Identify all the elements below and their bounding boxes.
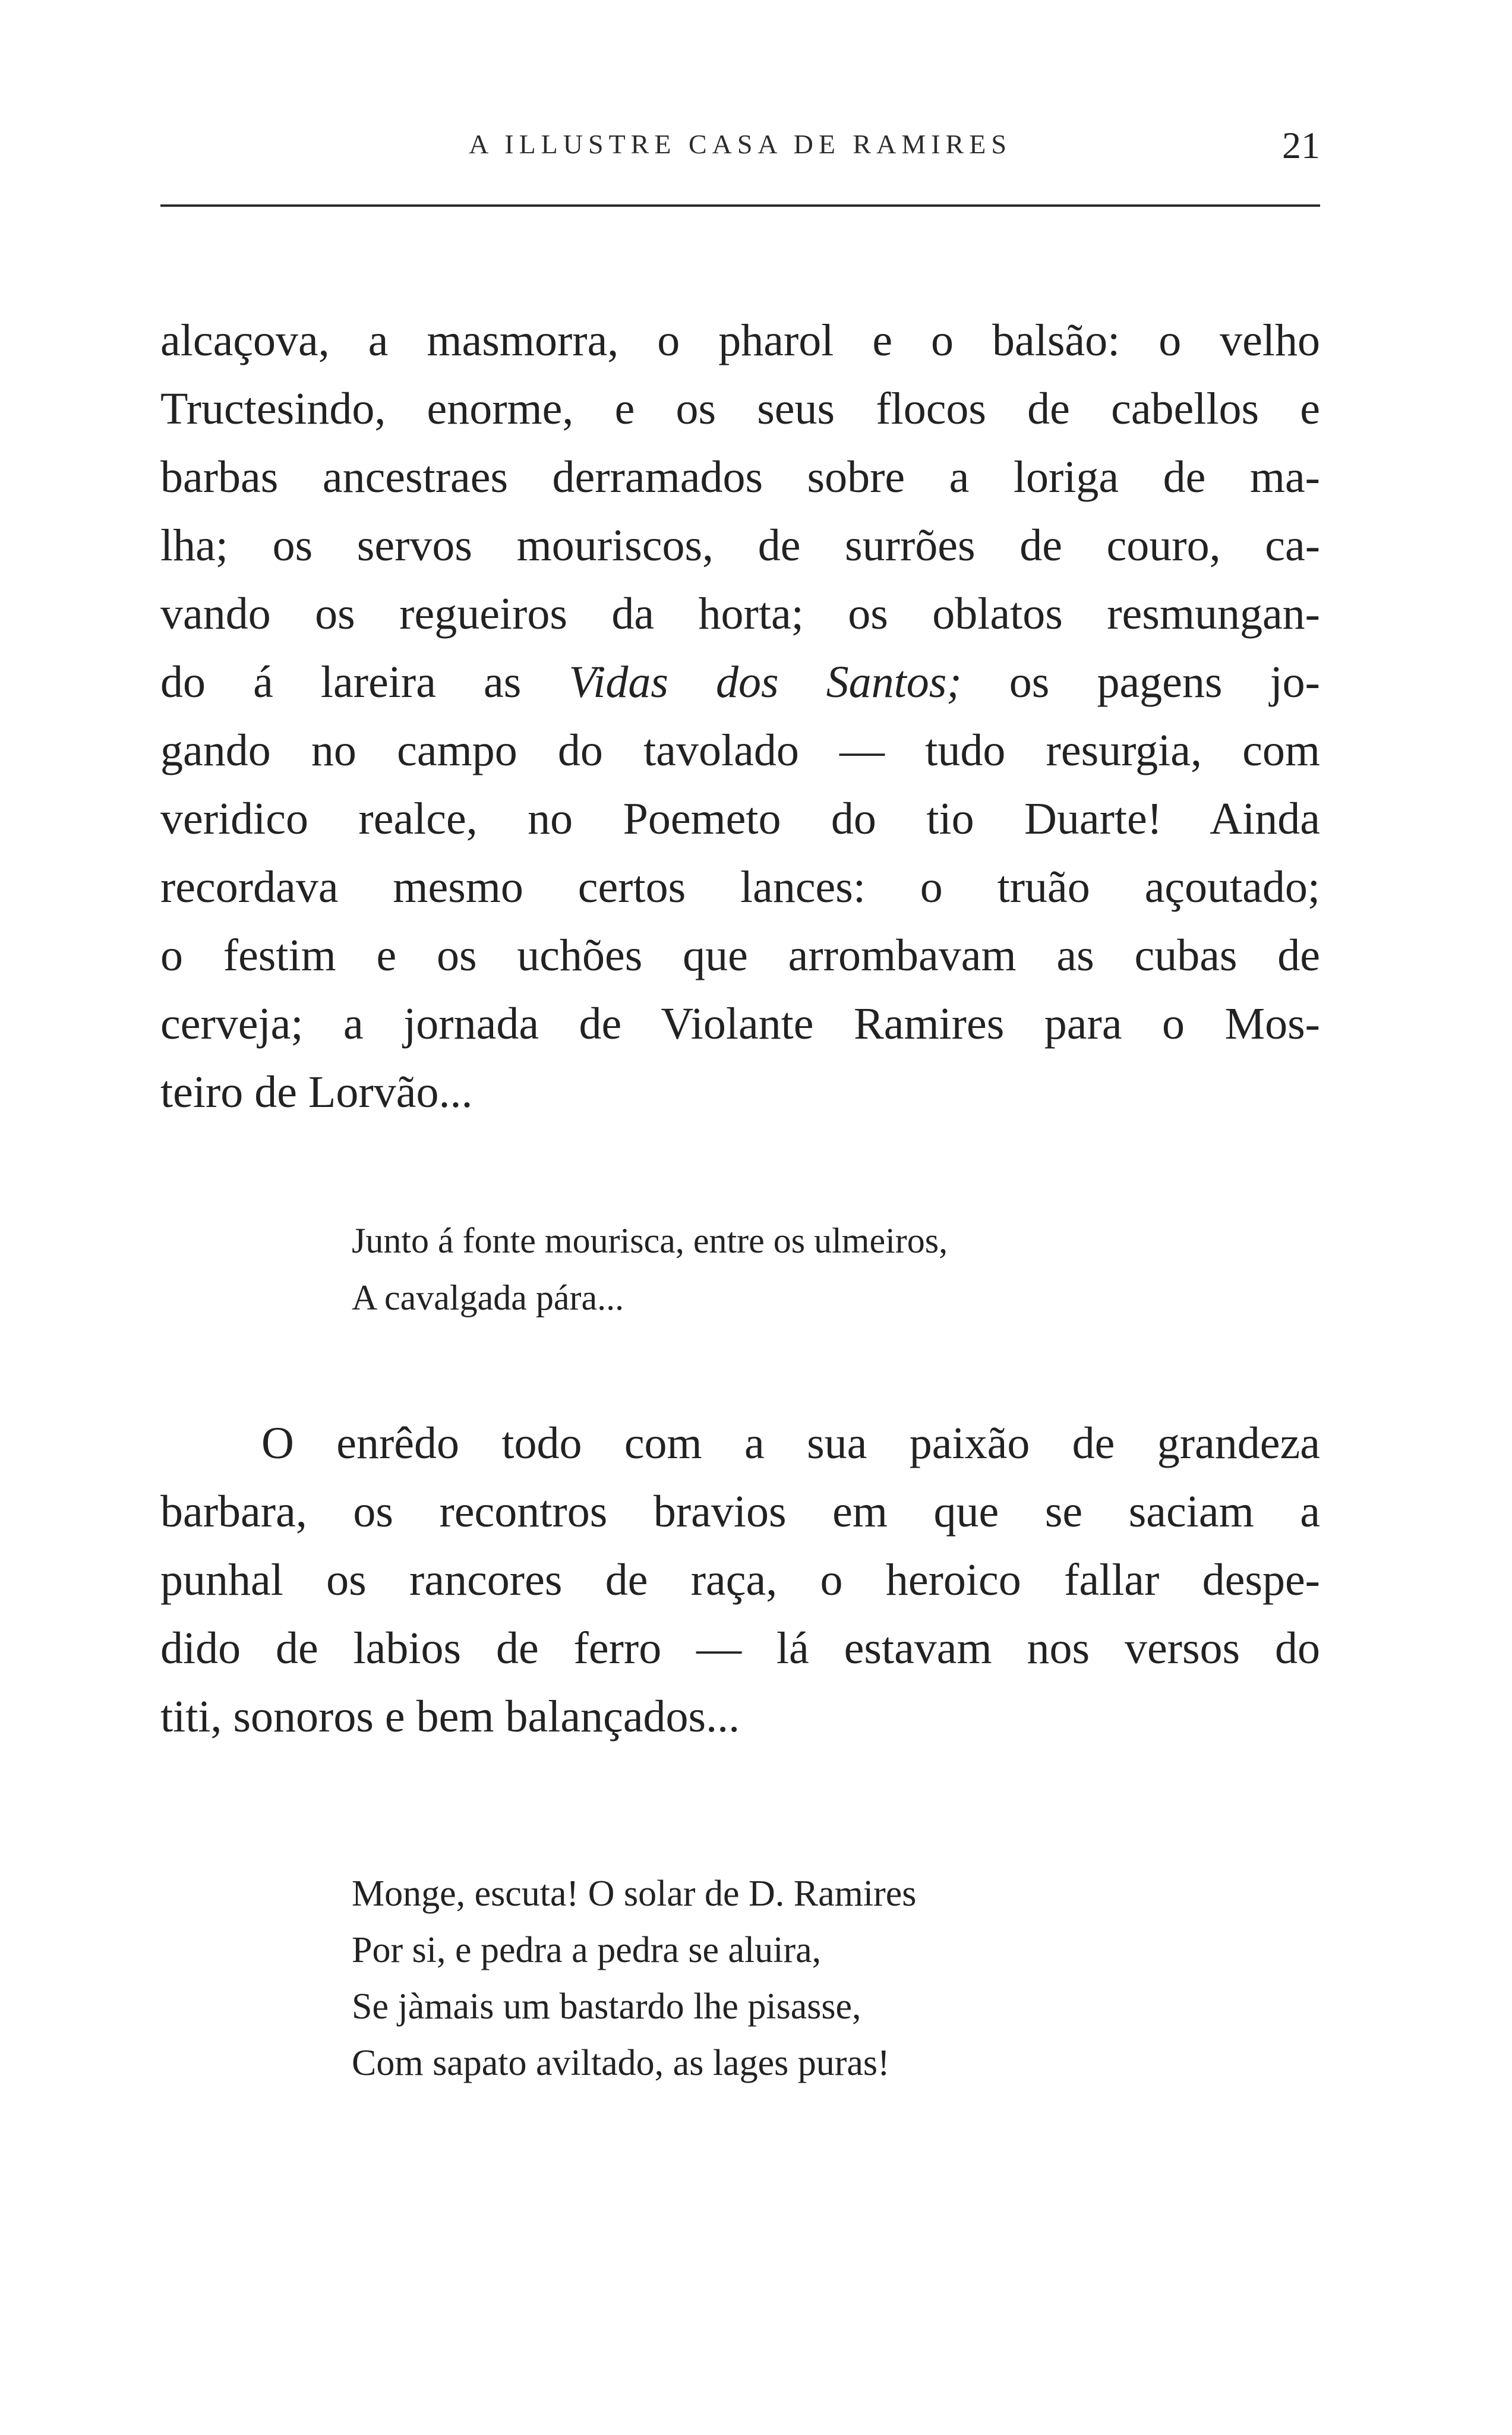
header-rule [160, 204, 1320, 207]
running-title: A ILLUSTRE CASA DE RAMIRES [469, 129, 1012, 159]
verse-line: Monge, escuta! O solar de D. Ramires [352, 1873, 917, 1914]
paragraph-2 [160, 1409, 1320, 1751]
text-line: cerveja; a jornada de Violante Ramires para o Mos- [160, 999, 1320, 1049]
text-line: O enrêdo todo com a sua paixão de grandeza [261, 1418, 1320, 1468]
text-line: veridico realce, no Poemeto do tio Duarte! Ainda [160, 794, 1320, 844]
text-line: barbas ancestraes derramados sobre a loriga de ma- [160, 452, 1320, 502]
verse-line: Por si, e pedra a pedra se aluira, [352, 1930, 822, 1970]
text-segment: do á lareira as [160, 657, 569, 707]
text-line: alcaçova, a masmorra, o pharol e o balsão: o velho [160, 316, 1320, 365]
text-segment: os pagens jo- [961, 657, 1320, 707]
verse-line: Se jàmais um bastardo lhe pisasse, [352, 1986, 861, 2027]
verse-quote-1 [352, 1212, 948, 1326]
text-line: titi, sonoros e bem balançados... [160, 1692, 740, 1742]
text-line: gando no campo do tavolado — tudo resurgia, com [160, 726, 1320, 775]
text-line: o festim e os uchões que arrombavam as cubas de [160, 931, 1320, 980]
paragraph-1 [160, 307, 1320, 1127]
text-line: dido de labios de ferro — lá estavam nos versos do [160, 1623, 1320, 1673]
page-header [160, 124, 1320, 165]
text-line-with-italic [160, 648, 1320, 717]
text-line: teiro de Lorvão... [160, 1067, 473, 1117]
italic-title: Vidas dos Santos; [569, 657, 962, 707]
verse-quote-2 [352, 1866, 916, 2092]
text-line: Tructesindo, enorme, e os seus flocos de cabellos e [160, 384, 1320, 434]
verse-line: A cavalgada pára... [352, 1278, 624, 1317]
text-line: lha; os servos mouriscos, de surrões de couro, ca- [160, 521, 1320, 570]
text-line: barbara, os recontros bravios em que se saciam a [160, 1487, 1320, 1537]
page-number: 21 [1282, 124, 1320, 166]
verse-line: Com sapato aviltado, as lages puras! [352, 2043, 890, 2083]
text-line: recordava mesmo certos lances: o truão açoutado; [160, 862, 1320, 912]
text-line: vando os regueiros da horta; os oblatos resmungan- [160, 589, 1320, 639]
verse-line: Junto á fonte mourisca, entre os ulmeiros, [352, 1221, 948, 1260]
text-line: punhal os rancores de raça, o heroico fallar despe- [160, 1555, 1320, 1605]
